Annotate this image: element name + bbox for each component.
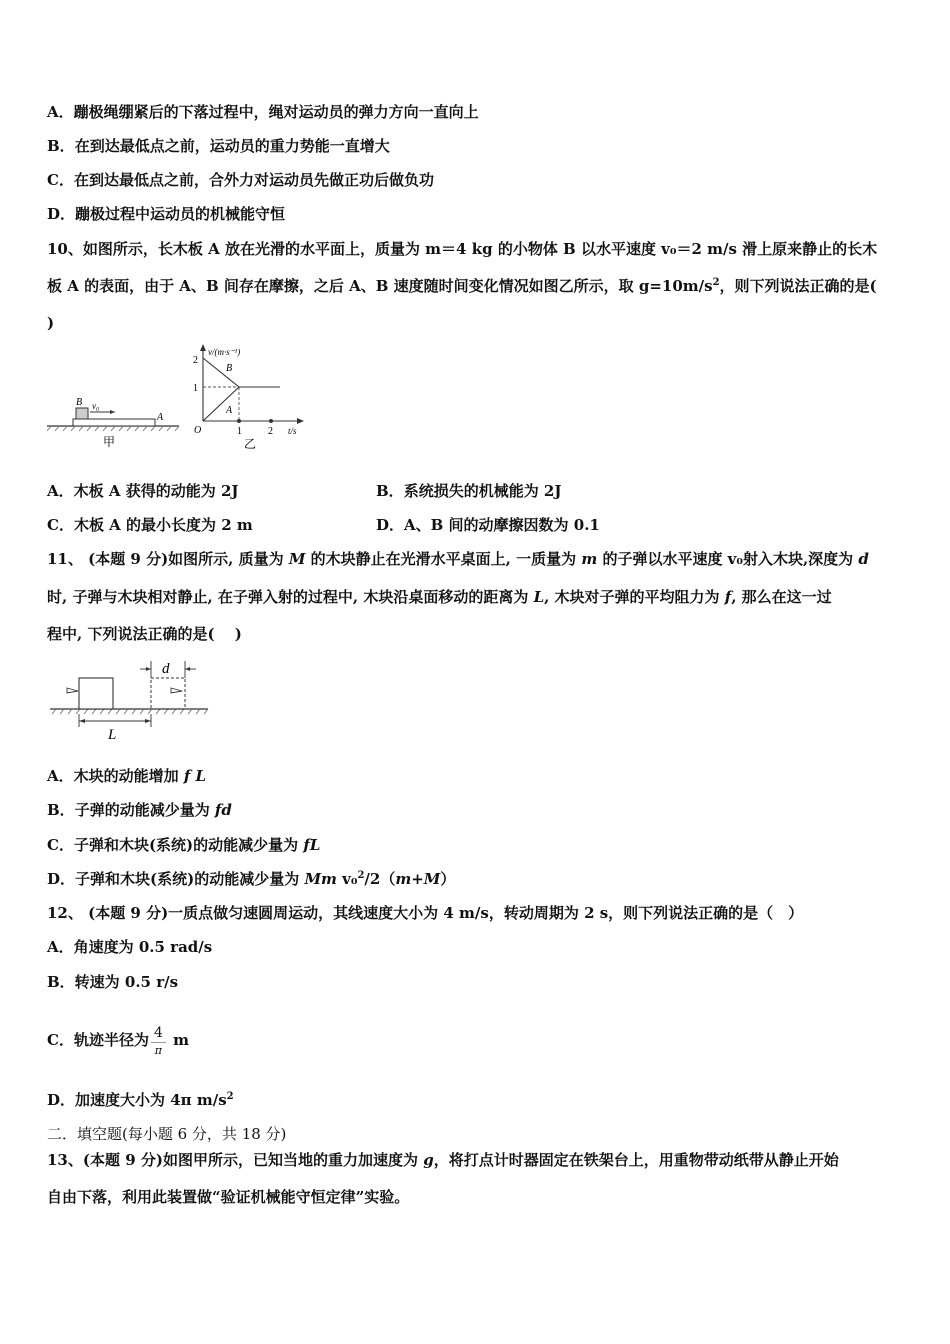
q10-option-c: C．木板 A 的最小长度为 2 m (47, 516, 253, 534)
x-axis-arrow (297, 418, 304, 424)
label-l: L (108, 727, 117, 743)
plank-a (73, 419, 155, 426)
block-final (151, 678, 185, 709)
q11-option-b: B．子弹的动能减少量为 fd (47, 801, 232, 819)
l-arrowhead-right (145, 719, 151, 723)
line-b (203, 358, 239, 387)
point-t2 (269, 419, 273, 423)
q12-option-b: B．转速为 0.5 r/s (47, 973, 179, 991)
velocity-arrowhead (110, 410, 115, 414)
bullet-initial (67, 688, 78, 693)
point-t1 (237, 419, 241, 423)
q10-stem-line3: ) (47, 314, 55, 332)
label-a: A (157, 412, 164, 423)
q10-stem-line2: 板 A 的表面，由于 A、B 间存在摩擦，之后 A、B 速度随时间变化情况如图乙所示，取 $g=10m/s^2$，则下列说法正确的是( (47, 277, 877, 295)
q9-option-d: D．蹦极过程中运动员的机械能守恒 (47, 205, 286, 223)
label-v0: v₀ (92, 401, 100, 411)
curve-label-a: A (226, 405, 233, 416)
x-axis-label: t/s (288, 426, 297, 436)
q10-stem-line1: 10、如图所示，长木板 A 放在光滑的水平面上，质量为 m＝4 kg 的小物体 B 以水平速度 v₀＝2 m/s 滑上原来静止的长木 (47, 240, 878, 258)
q13-stem-line2: 自由下落，利用此装置做“验证机械能守恒定律”实验。 (47, 1188, 410, 1206)
q10-option-b: B．系统损失的机械能为 2J (376, 482, 562, 500)
d-arrowhead-left (146, 667, 151, 671)
block-b (76, 408, 88, 419)
ground-hatching (47, 426, 179, 431)
tick-x2: 2 (268, 426, 273, 437)
l-arrowhead-left (79, 719, 85, 723)
q11-figure (50, 655, 215, 745)
line-a (203, 387, 239, 421)
block-initial (79, 678, 113, 709)
q9-option-b: B．在到达最低点之前，运动员的重力势能一直增大 (47, 137, 390, 155)
section-heading-fill-in: 二．填空题(每小题 6 分，共 18 分) (47, 1125, 287, 1143)
q12-option-c: C．轨迹半径为 $\frac{4}{\pi}$ m (47, 1024, 189, 1057)
table-hatching (52, 709, 208, 714)
curve-label-b: B (226, 363, 233, 374)
q10-figure-jia (47, 390, 187, 450)
q12-stem: 12、 (本题 9 分)一质点做匀速圆周运动，其线速度大小为 4 m/s，转动周期为 2 s，则下列说法正确的是（ ） (47, 904, 804, 922)
y-axis-arrow (200, 344, 206, 351)
q11-option-a: A．木块的动能增加 f L (47, 767, 207, 785)
q11-stem-line3: 程中, 下列说法正确的是( ) (47, 625, 242, 643)
tick-y2: 2 (193, 355, 198, 366)
q11-stem-line2: 时, 子弹与木块相对静止, 在子弹入射的过程中, 木块沿桌面移动的距离为 L, 木块对子弹的平均阻力为 f, 那么在这一过 (47, 588, 832, 606)
q11-stem-line1: 11、 (本题 9 分)如图所示, 质量为 M 的木块静止在光滑水平桌面上, 一质量为 m 的子弹以水平速度 v₀射入木块,深度为 d (47, 550, 869, 568)
q9-option-c: C．在到达最低点之前，合外力对运动员先做正功后做负功 (47, 171, 434, 189)
bullet-final (171, 688, 182, 693)
q9-option-a: A．蹦极绳绷紧后的下落过程中，绳对运动员的弹力方向一直向上 (47, 103, 479, 121)
q10-option-d: D．A、B 间的动摩擦因数为 0.1 (376, 516, 600, 534)
q13-stem-line1: 13、(本题 9 分)如图甲所示，已知当地的重力加速度为 g，将打点计时器固定在铁架台上，用重物带动纸带从静止开始 (47, 1151, 839, 1169)
figure-caption-jia: 甲 (103, 435, 116, 449)
label-d: d (162, 661, 170, 677)
d-arrowhead-right (185, 667, 190, 671)
tick-y1: 1 (193, 383, 198, 394)
tick-x1: 1 (237, 426, 242, 437)
y-axis-label: v/(m·s⁻¹) (208, 347, 241, 357)
q10-figure-yi (188, 340, 313, 452)
figure-caption-yi: 乙 (244, 437, 257, 451)
label-b: B (76, 397, 83, 408)
q11-option-c: C．子弹和木块(系统)的动能减少量为 fL (47, 836, 321, 854)
q12-option-a: A．角速度为 0.5 rad/s (47, 938, 213, 956)
origin-label: O (194, 425, 202, 436)
q11-option-d: D．子弹和木块(系统)的动能减少量为 Mm v₀$^2$/2（m+M） (47, 870, 456, 888)
q12-option-d: D．加速度大小为 4π $m/s^2$ (47, 1091, 234, 1109)
q10-option-a: A．木板 A 获得的动能为 2J (47, 482, 239, 500)
fraction-4-over-pi: $\frac{4}{\pi}$ (151, 1024, 166, 1059)
